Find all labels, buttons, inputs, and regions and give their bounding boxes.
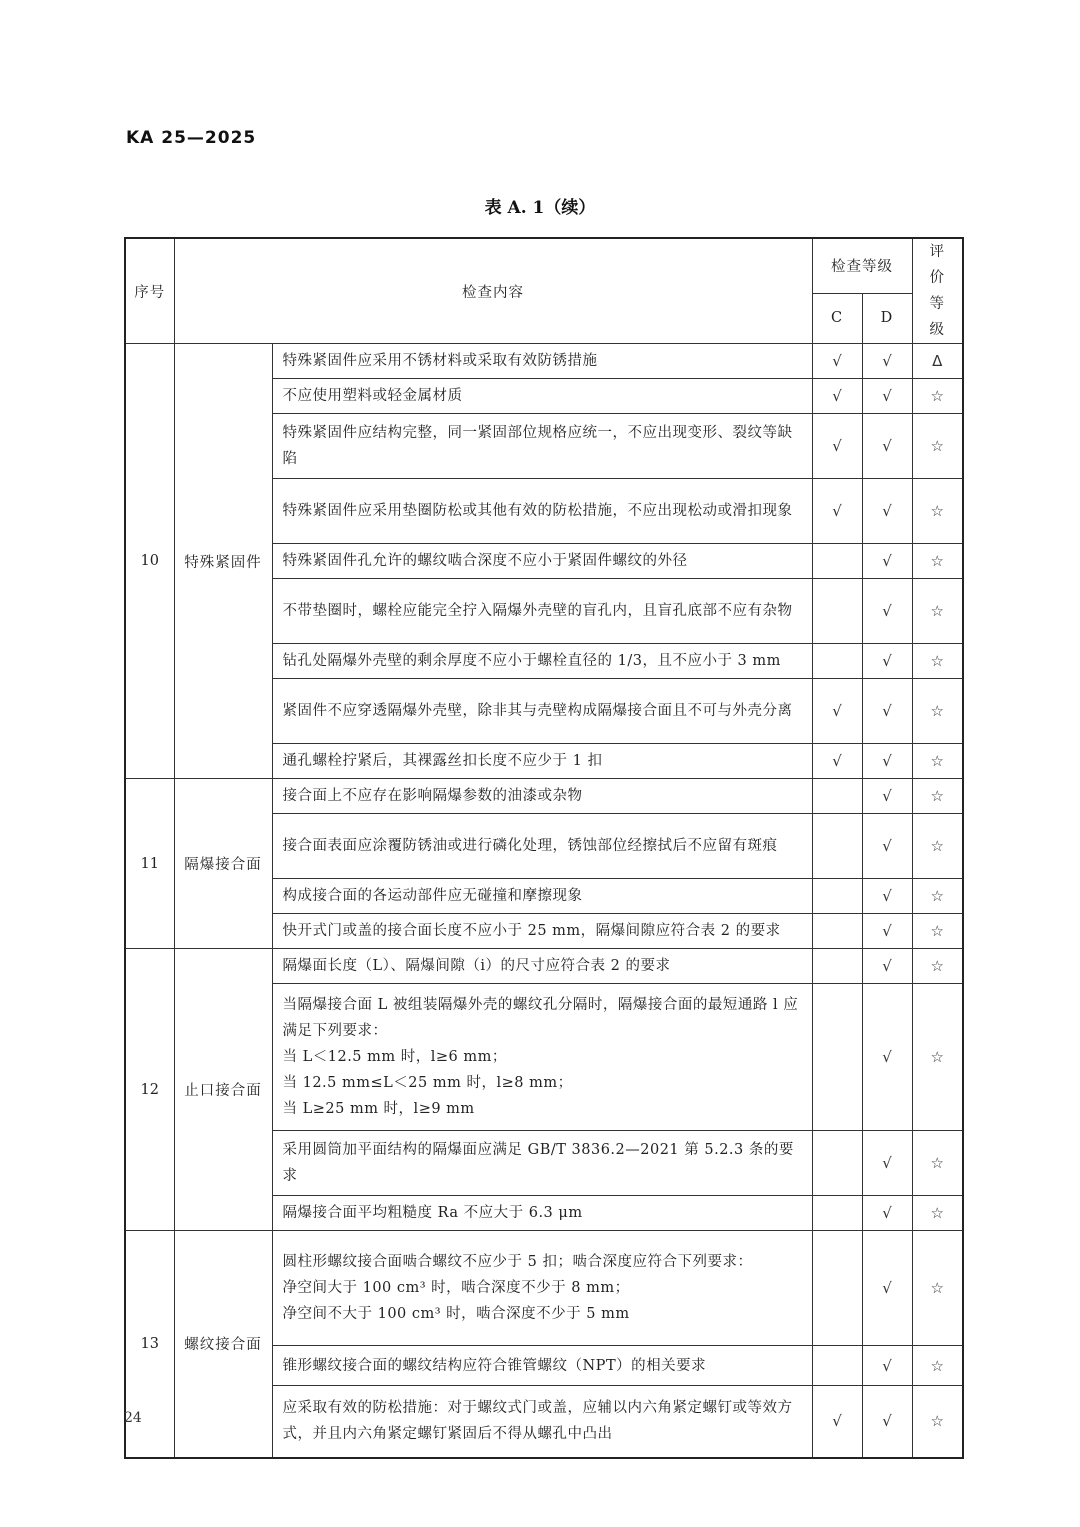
group-name: 特殊紧固件 <box>174 344 272 779</box>
table-row <box>125 779 963 814</box>
level-c-mark <box>812 814 862 879</box>
eval-mark: ☆ <box>912 544 963 579</box>
level-d-mark: √ <box>862 479 912 544</box>
group-name: 止口接合面 <box>174 949 272 1231</box>
eval-mark: ☆ <box>912 414 963 479</box>
check-content: 接合面表面应涂覆防锈油或进行磷化处理，锈蚀部位经擦拭后不应留有斑痕 <box>272 814 812 879</box>
eval-mark: ☆ <box>912 1386 963 1458</box>
check-content: 特殊紧固件孔允许的螺纹啮合深度不应小于紧固件螺纹的外径 <box>272 544 812 579</box>
eval-mark: Δ <box>912 344 963 379</box>
check-content: 应采取有效的防松措施：对于螺纹式门或盖，应辅以内六角紧定螺钉或等效方式，并且内六角紧定螺钉紧固后不得从螺孔中凸出 <box>272 1386 812 1458</box>
eval-mark: ☆ <box>912 1346 963 1386</box>
header-eval: 评价等级 <box>912 238 963 344</box>
eval-mark: ☆ <box>912 644 963 679</box>
level-c-mark: √ <box>812 1386 862 1458</box>
eval-mark: ☆ <box>912 479 963 544</box>
level-c-mark <box>812 984 862 1131</box>
level-d-mark: √ <box>862 679 912 744</box>
eval-mark: ☆ <box>912 984 963 1131</box>
group-number: 12 <box>125 949 174 1231</box>
header-c: C <box>812 293 862 343</box>
level-d-mark: √ <box>862 1231 912 1346</box>
check-content-line: 圆柱形螺纹接合面啮合螺纹不应少于 5 扣；啮合深度应符合下列要求： <box>282 1254 753 1270</box>
check-content: 钻孔处隔爆外壳壁的剩余厚度不应小于螺栓直径的 1/3，且不应小于 3 mm <box>272 644 812 679</box>
group-number: 13 <box>125 1231 174 1458</box>
eval-mark: ☆ <box>912 949 963 984</box>
check-content-line: 当 L＜12.5 mm 时，l≥6 mm； <box>282 1049 507 1065</box>
inspection-table <box>124 237 964 1459</box>
check-content-line: 净空间大于 100 cm³ 时，啮合深度不少于 8 mm； <box>282 1280 630 1296</box>
check-content-line: 净空间不大于 100 cm³ 时，啮合深度不少于 5 mm <box>282 1306 630 1322</box>
header-content: 检查内容 <box>174 238 812 344</box>
page-number: 24 <box>124 1410 142 1426</box>
check-content <box>272 1231 812 1346</box>
check-content <box>272 984 812 1131</box>
eval-mark: ☆ <box>912 379 963 414</box>
table-row <box>125 949 963 984</box>
table-row <box>125 1231 963 1346</box>
check-content: 采用圆筒加平面结构的隔爆面应满足 GB/T 3836.2—2021 第 5.2.3 条的要求 <box>272 1131 812 1196</box>
level-d-mark: √ <box>862 379 912 414</box>
level-d-mark: √ <box>862 779 912 814</box>
table-body <box>125 344 963 1458</box>
check-content-line: 当 12.5 mm≤L＜25 mm 时，l≥8 mm； <box>282 1075 573 1091</box>
level-c-mark <box>812 879 862 914</box>
level-c-mark: √ <box>812 679 862 744</box>
level-d-mark: √ <box>862 644 912 679</box>
check-content: 隔爆接合面平均粗糙度 Ra 不应大于 6.3 μm <box>272 1196 812 1231</box>
level-d-mark: √ <box>862 1131 912 1196</box>
eval-mark: ☆ <box>912 814 963 879</box>
level-c-mark <box>812 1196 862 1231</box>
level-c-mark <box>812 1131 862 1196</box>
eval-mark: ☆ <box>912 879 963 914</box>
level-d-mark: √ <box>862 344 912 379</box>
level-c-mark: √ <box>812 344 862 379</box>
check-content: 不应使用塑料或轻金属材质 <box>272 379 812 414</box>
group-number: 10 <box>125 344 174 779</box>
level-d-mark: √ <box>862 1386 912 1458</box>
check-content: 接合面上不应存在影响隔爆参数的油漆或杂物 <box>272 779 812 814</box>
eval-mark: ☆ <box>912 1196 963 1231</box>
level-d-mark: √ <box>862 1346 912 1386</box>
level-c-mark: √ <box>812 414 862 479</box>
check-content: 隔爆面长度（L）、隔爆间隙（i）的尺寸应符合表 2 的要求 <box>272 949 812 984</box>
check-content: 特殊紧固件应采用不锈材料或采取有效防锈措施 <box>272 344 812 379</box>
level-d-mark: √ <box>862 544 912 579</box>
header-d: D <box>862 293 912 343</box>
header-seq: 序号 <box>125 238 174 344</box>
check-content: 紧固件不应穿透隔爆外壳壁，除非其与壳壁构成隔爆接合面且不可与外壳分离 <box>272 679 812 744</box>
level-d-mark: √ <box>862 744 912 779</box>
check-content: 通孔螺栓拧紧后，其裸露丝扣长度不应少于 1 扣 <box>272 744 812 779</box>
level-d-mark: √ <box>862 1196 912 1231</box>
check-content: 构成接合面的各运动部件应无碰撞和摩擦现象 <box>272 879 812 914</box>
eval-mark: ☆ <box>912 744 963 779</box>
level-c-mark <box>812 579 862 644</box>
level-d-mark: √ <box>862 914 912 949</box>
check-content: 锥形螺纹接合面的螺纹结构应符合锥管螺纹（NPT）的相关要求 <box>272 1346 812 1386</box>
check-content-line: 当隔爆接合面 L 被组装隔爆外壳的螺纹孔分隔时，隔爆接合面的最短通路 l 应满足下列要求： <box>282 997 799 1039</box>
level-d-mark: √ <box>862 984 912 1131</box>
table-row <box>125 344 963 379</box>
eval-mark: ☆ <box>912 679 963 744</box>
group-name: 螺纹接合面 <box>174 1231 272 1458</box>
group-name: 隔爆接合面 <box>174 779 272 949</box>
eval-mark: ☆ <box>912 579 963 644</box>
level-c-mark <box>812 949 862 984</box>
level-c-mark <box>812 544 862 579</box>
level-c-mark: √ <box>812 379 862 414</box>
standard-code: KA 25—2025 <box>126 128 257 148</box>
level-c-mark <box>812 1231 862 1346</box>
check-content: 特殊紧固件应采用垫圈防松或其他有效的防松措施，不应出现松动或滑扣现象 <box>272 479 812 544</box>
level-c-mark <box>812 914 862 949</box>
level-d-mark: √ <box>862 949 912 984</box>
group-number: 11 <box>125 779 174 949</box>
eval-mark: ☆ <box>912 914 963 949</box>
table-caption: 表 A. 1（续） <box>484 198 596 218</box>
eval-mark: ☆ <box>912 1131 963 1196</box>
eval-mark: ☆ <box>912 779 963 814</box>
level-c-mark: √ <box>812 744 862 779</box>
level-d-mark: √ <box>862 414 912 479</box>
check-content: 特殊紧固件应结构完整，同一紧固部位规格应统一，不应出现变形、裂纹等缺陷 <box>272 414 812 479</box>
eval-mark: ☆ <box>912 1231 963 1346</box>
level-c-mark: √ <box>812 479 862 544</box>
check-content-line: 当 L≥25 mm 时，l≥9 mm <box>282 1101 475 1117</box>
level-d-mark: √ <box>862 879 912 914</box>
level-c-mark <box>812 779 862 814</box>
level-c-mark <box>812 1346 862 1386</box>
check-content: 快开式门或盖的接合面长度不应小于 25 mm，隔爆间隙应符合表 2 的要求 <box>272 914 812 949</box>
check-content: 不带垫圈时，螺栓应能完全拧入隔爆外壳壁的盲孔内，且盲孔底部不应有杂物 <box>272 579 812 644</box>
header-level: 检查等级 <box>812 238 912 293</box>
level-d-mark: √ <box>862 814 912 879</box>
level-d-mark: √ <box>862 579 912 644</box>
level-c-mark <box>812 644 862 679</box>
